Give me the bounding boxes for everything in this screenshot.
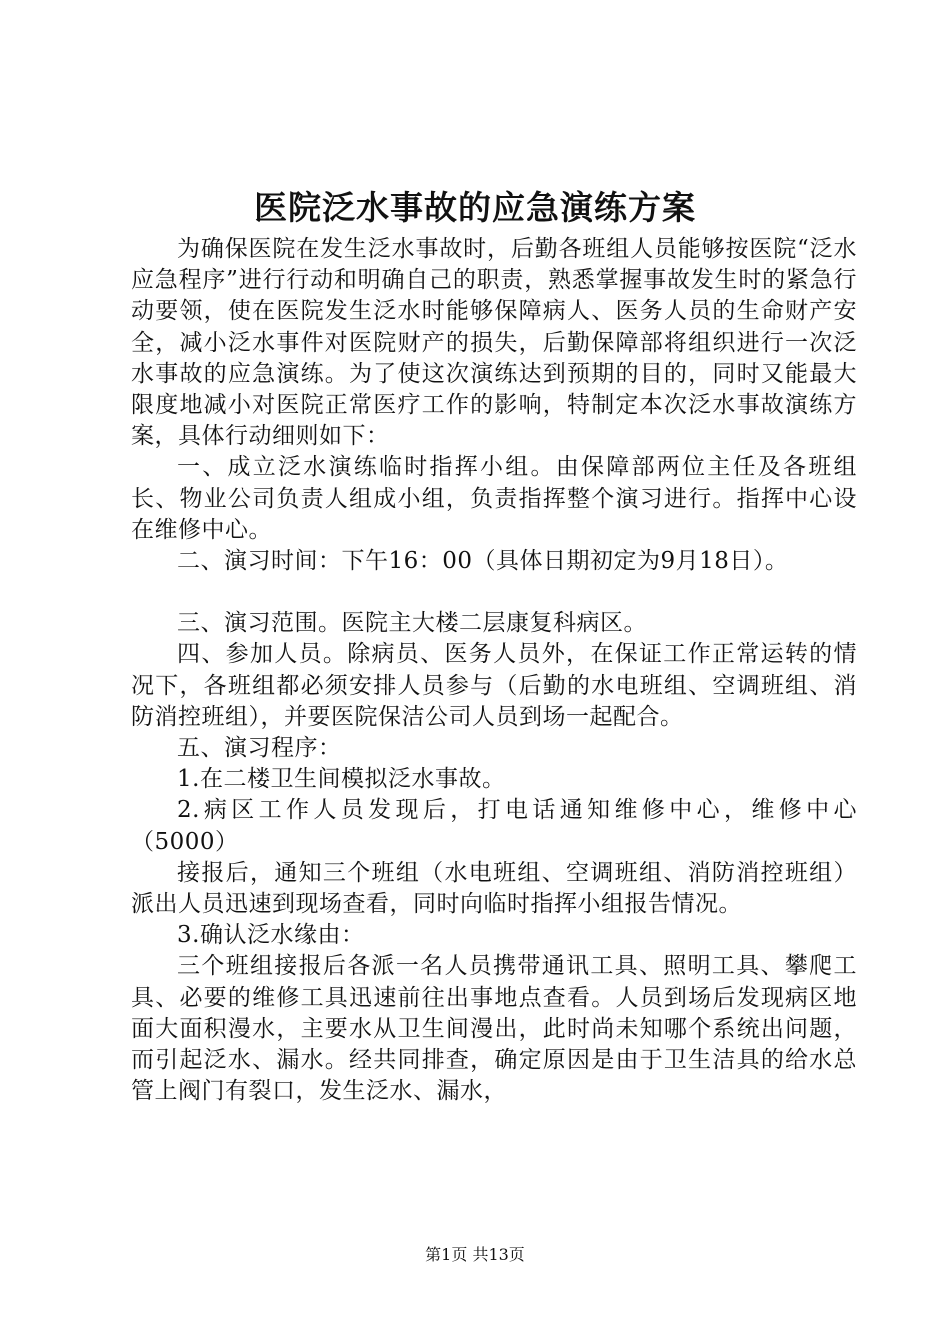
paragraph-section-1: 一、成立泛水演练临时指挥小组。由保障部两位主任及各班组长、物业公司负责人组成小组，负责指挥整个演习进行。指挥中心设在维修中心。 xyxy=(131,454,857,543)
paragraph-step-1: 1.在二楼卫生间模拟泛水事故。 xyxy=(177,766,506,793)
paragraph-step-3: 3.确认泛水缘由： xyxy=(177,922,365,949)
paragraph-section-2: 二、演习时间：下午16：00（具体日期初定为9月18日）。 xyxy=(177,548,789,575)
document-body xyxy=(131,234,857,1107)
paragraph-step-2-detail: 接报后，通知三个班组（水电班组、空调班组、消防消控班组）派出人员迅速到现场查看，同时向临时指挥小组报告情况。 xyxy=(131,859,857,918)
paragraph-section-5: 五、演习程序： xyxy=(177,735,342,762)
paragraph-intro: 为确保医院在发生泛水事故时，后勤各班组人员能够按医院“泛水应急程序”进行行动和明确自己的职责，熟悉掌握事故发生时的紧急行动要领，使在医院发生泛水时能够保障病人、医务人员的生命财产安全，减小泛水事件对医院财产的损失，后勤保障部将组织进行一次泛水事故的应急演练。为了使这次演练达到预期的目的，同时又能最大限度地减小对医院正常医疗工作的影响，特制定本次泛水事故演练方案，具体行动细则如下： xyxy=(131,236,857,450)
page-footer: 第1页 共13页 xyxy=(425,1245,525,1264)
paragraph-section-3: 三、演习范围。医院主大楼二层康复科病区。 xyxy=(177,610,647,637)
paragraph-step-2: 2.病区工作人员发现后，打电话通知维修中心，维修中心（5000） xyxy=(131,797,857,855)
document-title: 医院泛水事故的应急演练方案 xyxy=(254,188,696,227)
paragraph-step-3-detail: 三个班组接报后各派一名人员携带通讯工具、照明工具、攀爬工具、必要的维修工具迅速前往出事地点查看。人员到场后发现病区地面大面积漫水，主要水从卫生间漫出，此时尚未知哪个系统出问题，而引起泛水、漏水。经共同排查，确定原因是由于卫生洁具的给水总管上阀门有裂口，发生泛水、漏水， xyxy=(131,953,857,1105)
paragraph-section-4: 四、参加人员。除病员、医务人员外，在保证工作正常运转的情况下，各班组都必须安排人员参与（后勤的水电班组、空调班组、消防消控班组），并要医院保洁公司人员到场一起配合。 xyxy=(131,641,857,730)
